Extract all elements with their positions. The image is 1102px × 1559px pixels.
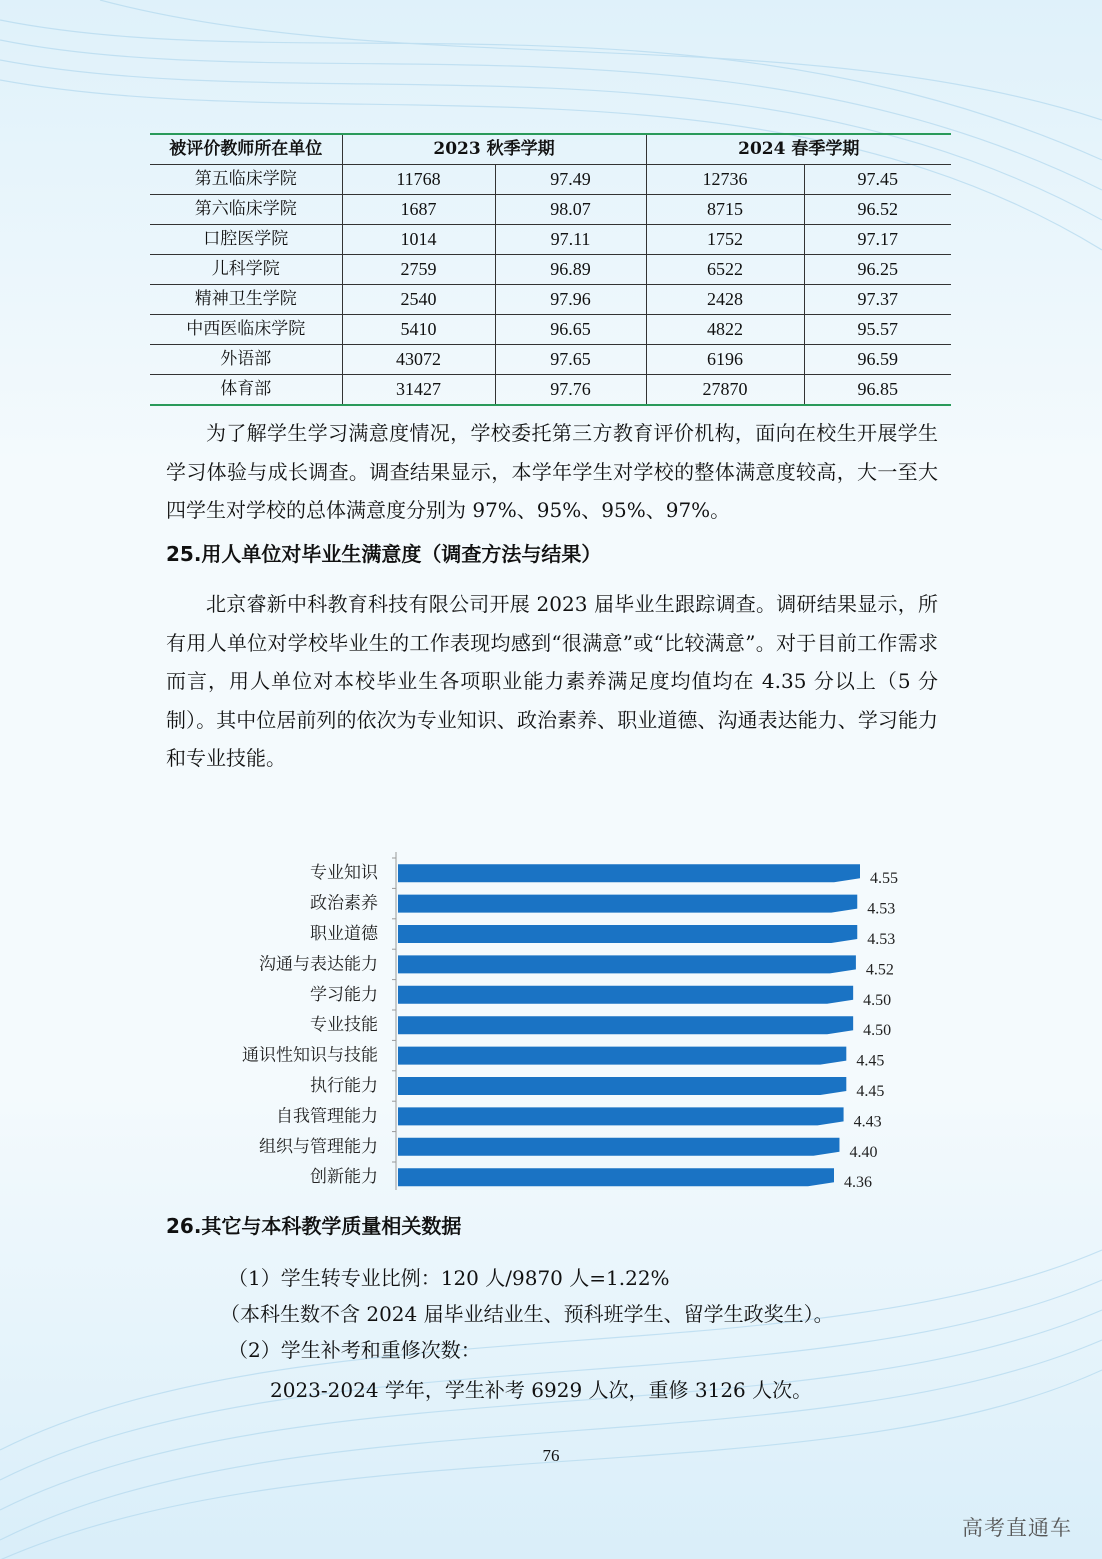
table-cell-value: 5410 xyxy=(342,315,495,345)
table-cell-value: 6522 xyxy=(646,255,804,285)
table-cell-value: 4822 xyxy=(646,315,804,345)
table-row xyxy=(150,195,951,225)
chart-category-label: 学习能力 xyxy=(310,984,378,1005)
table-header-unit: 被评价教师所在单位 xyxy=(150,134,342,165)
table-cell-value: 96.65 xyxy=(495,315,646,345)
table-cell-value: 96.85 xyxy=(804,375,951,406)
chart-category-label: 执行能力 xyxy=(310,1076,378,1096)
table-header-autumn: 2023 秋季学期 xyxy=(342,134,646,165)
table-cell-value: 2540 xyxy=(342,285,495,315)
table-cell-value: 12736 xyxy=(646,165,804,195)
chart-bar xyxy=(398,1138,839,1156)
chart-bar xyxy=(398,1107,844,1125)
page-number: 76 xyxy=(542,1446,560,1465)
section-heading-26: 26.其它与本科教学质量相关数据 xyxy=(166,1214,462,1238)
makeup-exam-item: （2）学生补考和重修次数： xyxy=(228,1338,481,1362)
chart-category-label: 职业道德 xyxy=(310,924,378,944)
table-cell-value: 95.57 xyxy=(804,315,951,345)
table-cell-value: 96.25 xyxy=(804,255,951,285)
table-cell-value: 31427 xyxy=(342,375,495,406)
employer-paragraph: 北京睿新中科教育科技有限公司开展 2023 届毕业生跟踪调查。调研结果显示，所有用人单位对学校毕业生的工作表现均感到“很满意”或“比较满意”。对于目前工作需求而言，用人单位对本校毕业生各项职业能力素养满足度均值均在 4.35 分以上（5 分制）。其中位居前列的依次为专业知识、政治素养、职业道德、沟通表达能力、学习能力和专业技能。 xyxy=(166,592,938,770)
table-cell-value: 98.07 xyxy=(495,195,646,225)
chart-bar xyxy=(398,955,856,973)
chart-category-label: 创新能力 xyxy=(310,1167,378,1188)
table-cell-unit: 中西医临床学院 xyxy=(150,315,342,345)
table-cell-value: 97.11 xyxy=(495,225,646,255)
satisfaction-paragraph: 为了解学生学习满意度情况，学校委托第三方教育评价机构，面向在校生开展学生学习体验与成长调查。调查结果显示，本学年学生对学校的整体满意度较高，大一至大四学生对学校的总体满意度分别为 97%、95%、95%、97%。 xyxy=(166,421,938,522)
table-cell-value: 96.52 xyxy=(804,195,951,225)
chart-value-label: 4.40 xyxy=(849,1143,878,1161)
chart-value-label: 4.50 xyxy=(863,1022,892,1040)
table-cell-unit: 儿科学院 xyxy=(150,255,342,285)
table-cell-value: 97.76 xyxy=(495,375,646,406)
chart-value-label: 4.43 xyxy=(853,1113,882,1131)
table-row xyxy=(150,165,951,195)
table-cell-value: 8715 xyxy=(646,195,804,225)
table-cell-value: 11768 xyxy=(342,165,495,195)
table-cell-value: 96.89 xyxy=(495,255,646,285)
table-cell-unit: 体育部 xyxy=(150,375,342,406)
chart-value-label: 4.53 xyxy=(867,931,896,948)
table-cell-unit: 精神卫生学院 xyxy=(150,285,342,315)
chart-bar xyxy=(398,1077,846,1095)
chart-category-label: 通识性知识与技能 xyxy=(242,1045,378,1066)
table-row xyxy=(150,315,951,345)
chart-category-label: 自我管理能力 xyxy=(276,1106,378,1127)
chart-category-label: 专业技能 xyxy=(310,1015,378,1036)
evaluation-table xyxy=(150,133,951,406)
table-cell-value: 27870 xyxy=(646,375,804,406)
table-row xyxy=(150,255,951,285)
chart-value-label: 4.36 xyxy=(844,1174,872,1190)
table-row xyxy=(150,225,951,255)
chart-bar xyxy=(398,1016,853,1034)
chart-value-label: 4.52 xyxy=(865,961,894,979)
chart-category-label: 组织与管理能力 xyxy=(259,1136,378,1157)
chart-bar xyxy=(398,864,860,882)
chart-value-label: 4.53 xyxy=(867,900,896,918)
chart-value-label: 4.55 xyxy=(870,870,898,888)
table-cell-value: 1752 xyxy=(646,225,804,255)
table-row xyxy=(150,375,951,406)
table-cell-unit: 口腔医学院 xyxy=(150,225,342,255)
table-row xyxy=(150,345,951,375)
table-cell-value: 43072 xyxy=(342,345,495,375)
chart-category-label: 沟通与表达能力 xyxy=(259,954,378,975)
table-cell-value: 6196 xyxy=(646,345,804,375)
table-header-spring: 2024 春季学期 xyxy=(646,134,951,165)
chart-value-label: 4.45 xyxy=(856,1083,885,1100)
section-heading-25: 25.用人单位对毕业生满意度（调查方法与结果） xyxy=(166,542,602,566)
table-cell-value: 97.65 xyxy=(495,345,646,375)
table-cell-value: 2759 xyxy=(342,255,495,285)
chart-bar xyxy=(398,895,857,913)
table-cell-unit: 第六临床学院 xyxy=(150,195,342,225)
ability-satisfaction-chart xyxy=(210,850,930,1190)
table-cell-unit: 外语部 xyxy=(150,345,342,375)
chart-category-label: 专业知识 xyxy=(310,863,378,884)
chart-bar xyxy=(398,1047,846,1065)
transfer-ratio-item: （1）学生转专业比例：120 人/9870 人=1.22% xyxy=(228,1266,670,1290)
transfer-ratio-note: （本科生数不含 2024 届毕业结业生、预科班学生、留学生政奖生）。 xyxy=(220,1302,834,1326)
chart-category-label: 政治素养 xyxy=(310,893,378,914)
watermark-text: 高考直通车 xyxy=(962,1516,1072,1540)
table-cell-value: 97.17 xyxy=(804,225,951,255)
table-cell-value: 97.96 xyxy=(495,285,646,315)
table-cell-value: 97.37 xyxy=(804,285,951,315)
table-row xyxy=(150,285,951,315)
table-cell-value: 97.45 xyxy=(804,165,951,195)
table-header-row xyxy=(150,134,951,165)
chart-bar xyxy=(398,1168,834,1186)
table-cell-value: 96.59 xyxy=(804,345,951,375)
table-cell-value: 97.49 xyxy=(495,165,646,195)
makeup-exam-detail: 2023-2024 学年，学生补考 6929 人次，重修 3126 人次。 xyxy=(270,1378,813,1402)
chart-value-label: 4.45 xyxy=(856,1052,885,1070)
chart-bar xyxy=(398,925,857,943)
table-cell-value: 2428 xyxy=(646,285,804,315)
chart-value-label: 4.50 xyxy=(863,991,892,1009)
table-cell-value: 1687 xyxy=(342,195,495,225)
chart-bar xyxy=(398,986,853,1004)
table-cell-value: 1014 xyxy=(342,225,495,255)
table-cell-unit: 第五临床学院 xyxy=(150,165,342,195)
